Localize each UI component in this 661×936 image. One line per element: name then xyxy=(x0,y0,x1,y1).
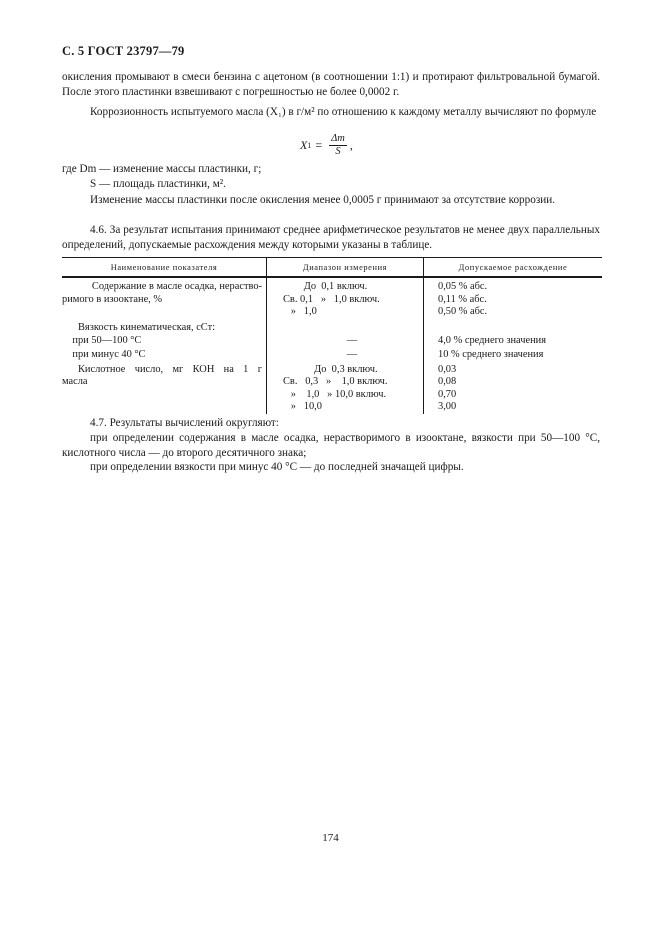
formula-sub: 1 xyxy=(307,141,312,150)
where-line-s: S — площадь пластинки, м². xyxy=(90,178,226,190)
paragraph-4-6: 4.6. За результат испытания принимают среднее арифметическое результатов не менее двух параллельных определений, допускаемые расхождения между которыми указаны в таблице. xyxy=(62,224,600,251)
row1-range-line2: Св. 0,1 » 1,0 включ. xyxy=(283,293,380,305)
row5-range-line4: » 10,0 xyxy=(283,401,322,413)
paragraph-washing: окисления промывают в смеси бензина с ацетоном (в соотношении 1:1) и протирают фильтровальной бумагой. После этого пластинки взвешивают с погрешностью не более 0,0002 г. xyxy=(62,71,600,98)
table-header-row xyxy=(62,258,602,278)
paragraph-rounding-2: при определении вязкости при минус 40 °С — до последней значащей цифры. xyxy=(90,461,464,473)
table-row xyxy=(62,319,602,335)
row1-name-line2: римого в изооктане, % xyxy=(62,293,163,305)
paragraph-rounding-1: при определении содержания в масле осадка, нерастворимого в изооктане, вязкости при 50—100 °С, кислотного числа — до второго десятичного знака; xyxy=(62,432,600,459)
formula-denominator: S xyxy=(335,146,341,157)
header-tolerance: Допускаемое расхождение xyxy=(424,258,603,278)
formula-lhs: X xyxy=(300,138,308,152)
row5-name-line1: Кислотное число, мг КОН на 1 г xyxy=(78,363,262,375)
row5-tol-line1: 0,03 xyxy=(438,363,457,375)
row4-name: при минус 40 °С xyxy=(62,348,146,360)
table-row xyxy=(62,362,602,414)
paragraph-corrosion: Коррозионность испытуемого масла (X₁) в г/м² по отношению к каждому металлу вычисляют по формуле xyxy=(90,106,597,118)
row1-tol-line2: 0,11 % абс. xyxy=(438,293,487,305)
table-row xyxy=(62,334,602,348)
row3-tol: 4,0 % среднего значения xyxy=(438,335,546,347)
formula-tail: , xyxy=(349,138,353,152)
row4-range: — xyxy=(346,348,358,360)
row1-range-line1: До 0,1 включ. xyxy=(283,281,368,292)
page-header: С. 5 ГОСТ 23797—79 xyxy=(62,44,185,58)
table-row xyxy=(62,348,602,362)
row4-tol: 10 % среднего значения xyxy=(438,348,544,360)
row1-range-line3: » 1,0 xyxy=(283,306,317,318)
row5-range-line2: Св. 0,3 » 1,0 включ. xyxy=(283,376,388,388)
row5-tol-line4: 3,00 xyxy=(438,401,457,413)
row3-range: — xyxy=(346,335,358,347)
row2-tol xyxy=(438,322,602,335)
formula-numerator: Δm xyxy=(331,133,345,144)
page-number: 174 xyxy=(322,832,339,844)
row5-range-line1: До 0,3 включ. xyxy=(283,363,378,375)
corrosion-formula xyxy=(300,133,353,158)
row2-name: Вязкость кинематическая, сСт: xyxy=(78,321,216,333)
header-range: Диапазон измерения xyxy=(267,258,424,278)
row1-name-line1: Содержание в масле осадка, нераство- xyxy=(91,281,262,292)
table-row xyxy=(62,277,602,319)
tolerance-table xyxy=(62,257,602,414)
row1-tol-line3: 0,50 % абс. xyxy=(438,306,488,318)
formula-eq: = xyxy=(315,138,323,152)
paragraph-no-corrosion: Изменение массы пластинки после окисления менее 0,0005 г принимают за отсутствие коррозии. xyxy=(90,194,556,206)
paragraph-4-7: 4.7. Результаты вычислений округляют: xyxy=(90,417,279,429)
row5-name-line2: масла xyxy=(62,376,88,388)
row2-range xyxy=(283,322,421,335)
row1-tol-line1: 0,05 % абс. xyxy=(438,281,488,292)
row3-name: при 50—100 °С xyxy=(62,335,142,347)
row5-range-line3: » 1,0 » 10,0 включ. xyxy=(283,388,387,400)
where-line-dm: где Dm — изменение массы пластинки, г; xyxy=(62,163,262,175)
formula-fraction xyxy=(329,133,347,158)
header-indicator: Наименование показателя xyxy=(62,258,267,278)
row5-tol-line3: 0,70 xyxy=(438,388,457,400)
row5-tol-line2: 0,08 xyxy=(438,376,457,388)
